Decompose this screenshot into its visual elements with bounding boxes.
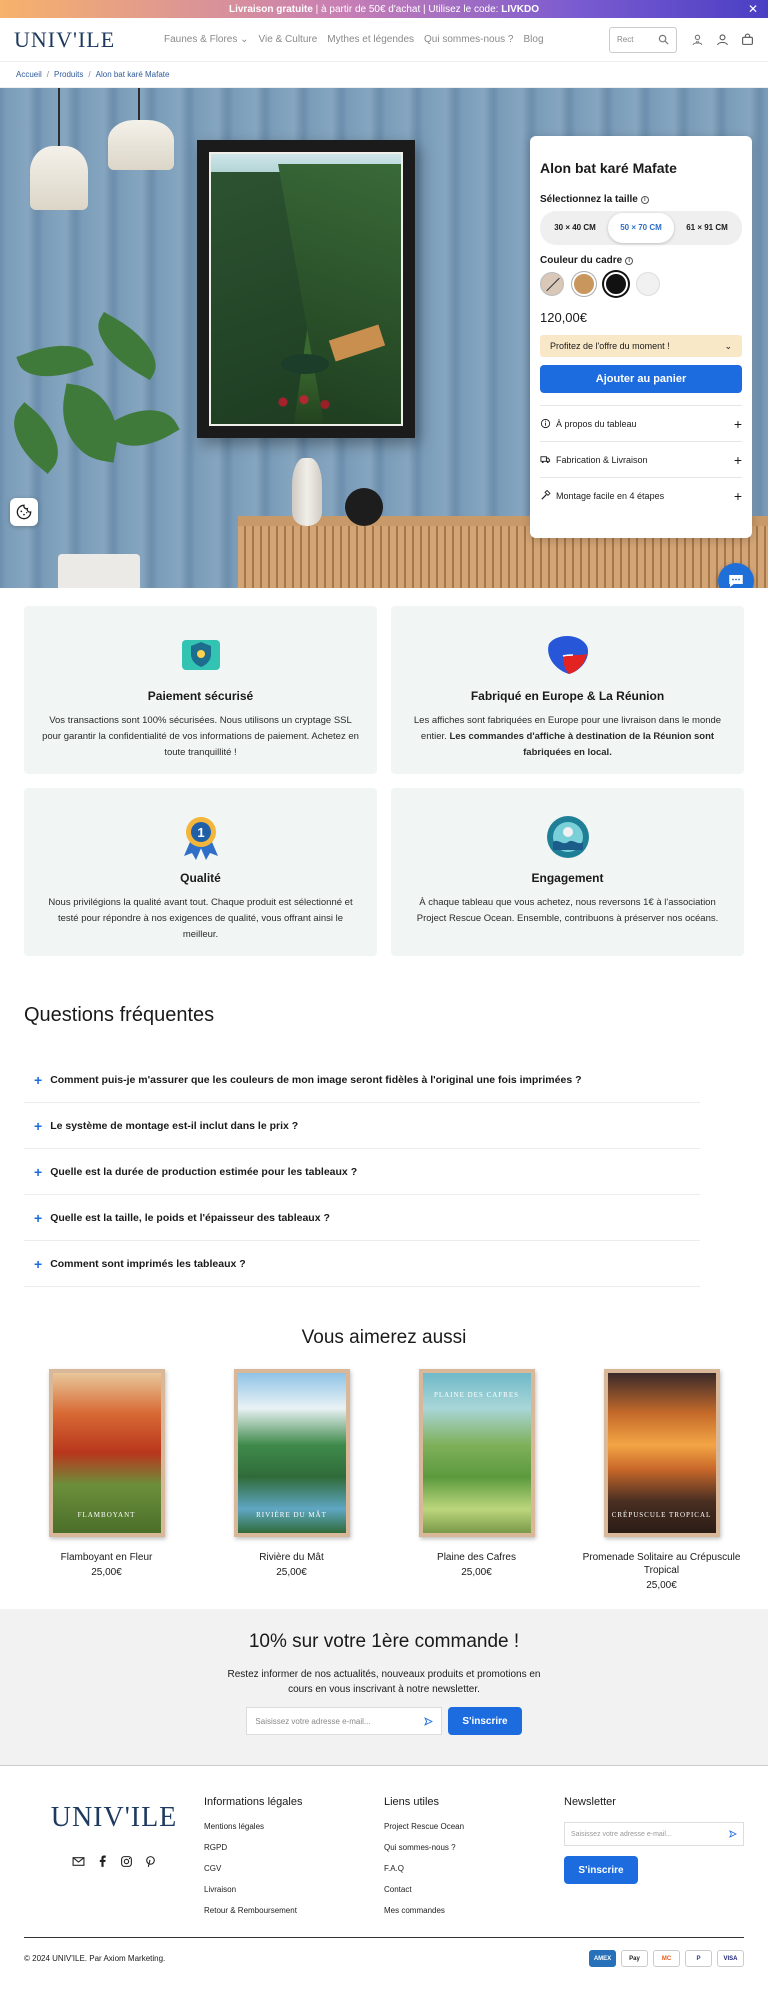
pinterest-icon[interactable] bbox=[143, 1854, 157, 1868]
footer-link-rgpd[interactable]: RGPD bbox=[204, 1843, 228, 1852]
faq-item[interactable]: + Quelle est la taille, le poids et l'épaisseur des tableaux ? bbox=[24, 1195, 700, 1241]
header-icons bbox=[691, 33, 754, 46]
feature-text: Nous privilégions la qualité avant tout. Chaque produit est sélectionné et testé pour répondre à nos exigences de qualité, vous offrant ainsi le meilleur. bbox=[48, 897, 353, 940]
footer-logo[interactable]: UNIV'ILE bbox=[50, 1802, 178, 1833]
feature-card bbox=[24, 788, 377, 956]
send-icon[interactable] bbox=[729, 1830, 737, 1838]
plus-icon: + bbox=[34, 1071, 43, 1088]
hammer-icon bbox=[540, 490, 551, 501]
mastercard-icon: MC bbox=[653, 1950, 680, 1967]
size-option-30x40[interactable]: 30 × 40 CM bbox=[554, 223, 596, 232]
email-placeholder: Saisissez votre adresse e-mail... bbox=[255, 1716, 371, 1726]
frame-color-selector bbox=[540, 272, 742, 296]
footer-link-orders[interactable]: Mes commandes bbox=[384, 1906, 445, 1915]
pendant-lamp bbox=[108, 120, 174, 170]
product-thumbnail[interactable]: CRÉPUSCULE TROPICAL bbox=[604, 1369, 720, 1537]
footer-link-faq[interactable]: F.A.Q bbox=[384, 1864, 405, 1873]
accordion-shipping[interactable]: Fabrication & Livraison + bbox=[540, 441, 742, 477]
product-name: Flamboyant en Fleur bbox=[60, 1552, 153, 1563]
announcement-code: LIVKDO bbox=[501, 3, 539, 15]
product-price: 25,00€ bbox=[91, 1567, 122, 1578]
truck-icon bbox=[540, 454, 551, 465]
breadcrumb-home[interactable]: Accueil bbox=[16, 70, 42, 79]
info-icon[interactable]: i bbox=[625, 257, 633, 265]
quality-medal-icon bbox=[176, 812, 226, 862]
apple-pay-icon: Pay bbox=[621, 1950, 648, 1967]
product-price: 120,00€ bbox=[540, 310, 587, 325]
info-circle-icon bbox=[540, 418, 551, 429]
footer-link-retour[interactable]: Retour & Remboursement bbox=[204, 1906, 297, 1915]
product-name: Rivière du Mât bbox=[259, 1552, 324, 1563]
subscribe-button[interactable]: S'inscrire bbox=[448, 1707, 521, 1735]
footer-email-field[interactable] bbox=[564, 1822, 744, 1846]
footer-link-mentions[interactable]: Mentions légales bbox=[204, 1822, 265, 1831]
product-image[interactable] bbox=[197, 140, 415, 438]
accordion-about[interactable]: À propos du tableau + bbox=[540, 405, 742, 441]
product-thumbnail[interactable]: PLAINE DES CAFRES bbox=[419, 1369, 535, 1537]
copyright: © 2024 UNIV'ILE. Par Axiom Marketing. bbox=[24, 1954, 166, 1963]
cookie-icon bbox=[16, 504, 32, 520]
product-panel bbox=[530, 136, 752, 538]
product-card[interactable] bbox=[389, 1369, 565, 1591]
product-thumbnail[interactable]: FLAMBOYANT bbox=[49, 1369, 165, 1537]
product-card[interactable] bbox=[204, 1369, 380, 1591]
email-icon[interactable] bbox=[71, 1854, 85, 1868]
frame-swatch-white[interactable] bbox=[636, 272, 660, 296]
shield-icon bbox=[176, 630, 226, 680]
breadcrumb-products[interactable]: Produits bbox=[54, 70, 84, 79]
site-header bbox=[0, 18, 768, 62]
facebook-icon[interactable] bbox=[95, 1854, 109, 1868]
accordion-mounting[interactable]: Montage facile en 4 étapes + bbox=[540, 477, 742, 513]
promo-text: Restez informer de nos actualités, nouveaux produits et promotions en cours en vous inscrivant à notre newsletter. bbox=[227, 1669, 541, 1695]
product-price: 25,00€ bbox=[461, 1567, 492, 1578]
feature-title: Qualité bbox=[180, 871, 221, 885]
plus-icon: + bbox=[34, 1255, 43, 1272]
account-icon[interactable] bbox=[716, 33, 729, 46]
social-links bbox=[24, 1854, 204, 1868]
plus-icon: + bbox=[733, 415, 742, 432]
announcement-text: | à partir de 50€ d'achat | Utilisez le code: bbox=[312, 3, 502, 15]
nav-item-blog[interactable]: Blog bbox=[523, 34, 544, 45]
chevron-down-icon: ⌄ bbox=[724, 340, 732, 351]
faq-section bbox=[0, 956, 768, 1287]
instagram-icon[interactable] bbox=[119, 1854, 133, 1868]
footer-newsletter-column bbox=[564, 1796, 744, 1927]
promo-title: 10% sur votre 1ère commande ! bbox=[248, 1631, 520, 1652]
nav-item-faunes-flores[interactable]: Faunes & Flores ⌄ bbox=[164, 34, 249, 45]
feature-title: Engagement bbox=[531, 871, 604, 885]
nav-item-vie-culture[interactable]: Vie & Culture bbox=[258, 34, 318, 45]
footer-column-title: Newsletter bbox=[564, 1796, 616, 1808]
footer-link-cgv[interactable]: CGV bbox=[204, 1864, 222, 1873]
product-list bbox=[0, 1369, 768, 1591]
faq-item[interactable]: + Le système de montage est-il inclut dans le prix ? bbox=[24, 1103, 700, 1149]
product-hero bbox=[0, 88, 768, 588]
footer-legal-column bbox=[204, 1796, 384, 1927]
footer-link-about[interactable]: Qui sommes-nous ? bbox=[384, 1843, 456, 1852]
plus-icon: + bbox=[733, 451, 742, 468]
site-logo[interactable]: UNIV'ILE bbox=[14, 26, 116, 52]
plus-icon: + bbox=[34, 1117, 43, 1134]
feature-card bbox=[24, 606, 377, 774]
svg-text:1: 1 bbox=[196, 825, 205, 840]
size-label: Sélectionnez la taille i bbox=[540, 194, 742, 205]
plus-icon: + bbox=[733, 487, 742, 504]
chat-icon bbox=[727, 572, 745, 588]
nav-item-mythes-legendes[interactable]: Mythes et légendes bbox=[327, 34, 415, 45]
pendant-lamp bbox=[30, 146, 88, 210]
faq-item[interactable]: + Comment puis-je m'assurer que les couleurs de mon image seront fidèles à l'original une fois imprimées ? bbox=[24, 1057, 700, 1103]
add-to-cart-button[interactable]: Ajouter au panier bbox=[540, 365, 742, 393]
nav-item-qui-sommes-nous[interactable]: Qui sommes-nous ? bbox=[424, 34, 514, 45]
newsletter-promo bbox=[0, 1609, 768, 1765]
search-placeholder: Rect bbox=[617, 35, 634, 44]
footer-link-rescue-ocean[interactable]: Project Rescue Ocean bbox=[384, 1822, 465, 1831]
reunion-map-icon bbox=[543, 630, 593, 680]
footer-link-livraison[interactable]: Livraison bbox=[204, 1885, 237, 1894]
footer-subscribe-button[interactable]: S'inscrire bbox=[564, 1856, 638, 1884]
recommendations-section bbox=[0, 1287, 768, 1591]
faq-title: Questions fréquentes bbox=[24, 1004, 215, 1026]
feature-title: Fabriqué en Europe & La Réunion bbox=[470, 689, 665, 703]
breadcrumb-current: Alon bat karé Mafate bbox=[95, 70, 170, 79]
email-placeholder: Saisissez votre adresse e-mail... bbox=[571, 1830, 672, 1838]
frame-swatch-none[interactable] bbox=[540, 272, 564, 296]
search-input[interactable] bbox=[609, 27, 677, 53]
offer-dropdown[interactable] bbox=[540, 335, 742, 357]
plant-pot bbox=[58, 554, 140, 588]
frame-color-label: Couleur du cadre i bbox=[540, 255, 742, 266]
amex-icon: AMEX bbox=[589, 1950, 616, 1967]
send-icon[interactable] bbox=[424, 1717, 433, 1726]
faq-item[interactable]: + Comment sont imprimés les tableaux ? bbox=[24, 1241, 700, 1287]
footer-column-title: Liens utiles bbox=[384, 1796, 440, 1808]
product-name: Plaine des Cafres bbox=[437, 1552, 516, 1563]
breadcrumb: Accueil / Produits / Alon bat karé Mafate bbox=[0, 62, 768, 88]
ocean-badge-icon bbox=[543, 812, 593, 862]
frame-swatch-oak[interactable] bbox=[572, 272, 596, 296]
chevron-down-icon: ⌄ bbox=[240, 34, 249, 45]
feature-text: À chaque tableau que vous achetez, nous reversons 1€ à l'association Project Rescue Ocean. Ensemble, contribuons à préserver nos océans. bbox=[416, 897, 719, 924]
site-footer bbox=[0, 1765, 768, 1967]
plus-icon: + bbox=[34, 1163, 43, 1180]
footer-link-contact[interactable]: Contact bbox=[384, 1885, 412, 1894]
features-grid bbox=[0, 588, 768, 956]
product-title: Alon bat karé Mafate bbox=[540, 160, 677, 176]
frame-swatch-black[interactable] bbox=[604, 272, 628, 296]
size-option-50x70[interactable]: 50 × 70 CM bbox=[608, 213, 674, 243]
main-nav bbox=[164, 34, 609, 45]
product-name: Promenade Solitaire au Crépuscule Tropical bbox=[582, 1552, 741, 1576]
paypal-icon: P bbox=[685, 1950, 712, 1967]
size-option-61x91[interactable]: 61 × 91 CM bbox=[686, 223, 728, 232]
feature-card bbox=[391, 788, 744, 956]
product-price: 25,00€ bbox=[646, 1580, 677, 1591]
product-card[interactable] bbox=[574, 1369, 750, 1591]
feature-text: Vos transactions sont 100% sécurisées. Nous utilisons un cryptage SSL pour garantir la confidentialité de vos informations de paiement. Achetez en toute tranquillité ! bbox=[42, 715, 359, 758]
feature-title: Paiement sécurisé bbox=[147, 689, 254, 703]
size-selector bbox=[540, 211, 742, 245]
email-field[interactable] bbox=[246, 1707, 442, 1735]
cart-icon[interactable] bbox=[741, 33, 754, 46]
product-card[interactable] bbox=[19, 1369, 195, 1591]
cookie-settings-button[interactable] bbox=[10, 498, 38, 526]
close-icon[interactable]: ✕ bbox=[747, 2, 758, 16]
announcement-bar bbox=[0, 0, 768, 18]
recommendations-title: Vous aimerez aussi bbox=[301, 1327, 467, 1348]
announcement-bold: Livraison gratuite bbox=[228, 3, 313, 15]
search-icon bbox=[658, 34, 669, 45]
offer-label: Profitez de l'offre du moment ! bbox=[550, 341, 670, 351]
feature-card bbox=[391, 606, 744, 774]
faq-item[interactable]: + Quelle est la durée de production estimée pour les tableaux ? bbox=[24, 1149, 700, 1195]
plus-icon: + bbox=[34, 1209, 43, 1226]
product-thumbnail[interactable]: RIVIÈRE DU MÂT bbox=[234, 1369, 350, 1537]
visa-icon: VISA bbox=[717, 1950, 744, 1967]
info-icon[interactable]: i bbox=[641, 196, 649, 204]
feature-text: Les affiches sont fabriquées en Europe pour une livraison dans le monde entier. Les commandes d'affiche à destination de la Réunion sont fabriquées en local. bbox=[413, 715, 722, 758]
payment-methods bbox=[589, 1950, 744, 1967]
footer-useful-column bbox=[384, 1796, 564, 1927]
product-price: 25,00€ bbox=[276, 1567, 307, 1578]
community-icon[interactable] bbox=[691, 33, 704, 46]
footer-column-title: Informations légales bbox=[204, 1796, 303, 1808]
